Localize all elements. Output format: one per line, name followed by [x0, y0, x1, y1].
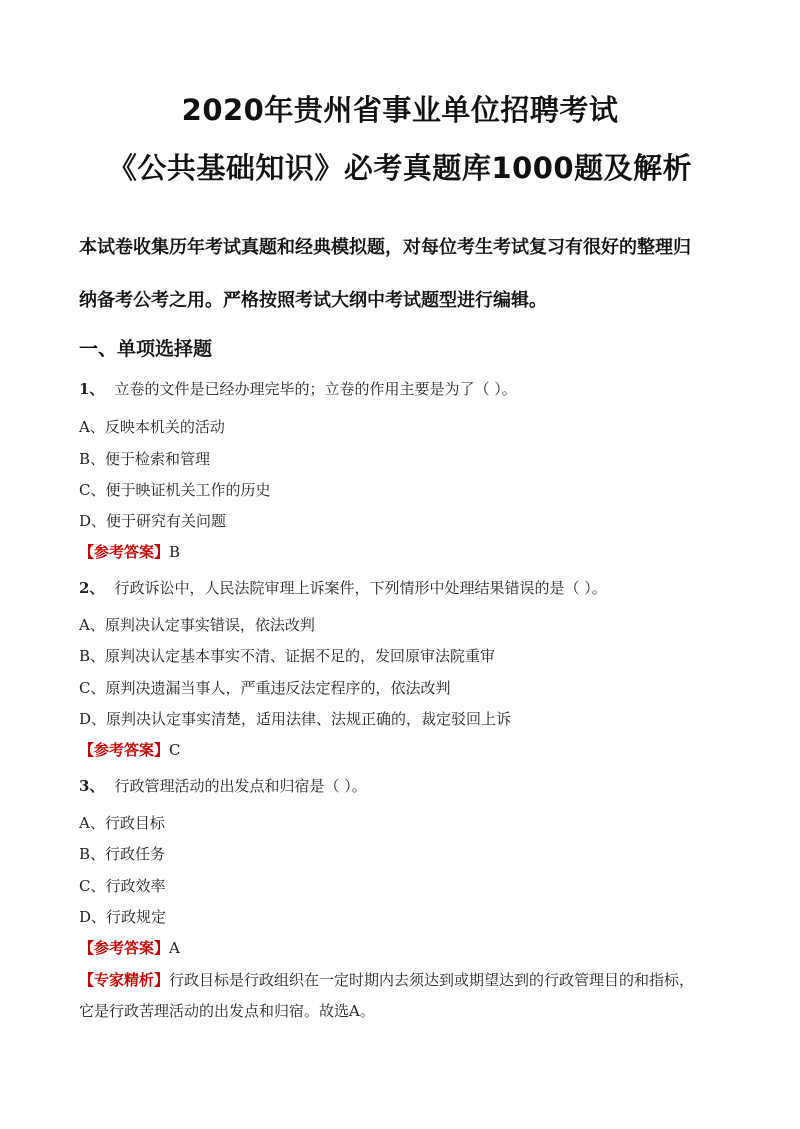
answer-value: B [169, 543, 181, 561]
question-3-option-b: B、行政任务 [79, 845, 166, 863]
question-2-option-d: D、原判决认定事实清楚，适用法律、法规正确的，裁定驳回上诉 [79, 710, 512, 728]
question-1-option-c: C、便于映证机关工作的历史 [79, 481, 271, 499]
question-1-option-b: B、便于检索和管理 [79, 450, 211, 468]
question-number: 3、 [79, 777, 105, 795]
question-3-option-c: C、行政效率 [79, 877, 166, 895]
question-2-option-a: A、原判决认定事实错误，依法改判 [79, 616, 315, 634]
question-1-option-a: A、反映本机关的活动 [79, 418, 225, 436]
document-title-line-2: 《公共基础知识》必考真题库1000题及解析 [107, 151, 693, 185]
question-3-stem [79, 775, 367, 796]
question-3-answer [79, 937, 180, 958]
section-title: 一、单项选择题 [79, 338, 213, 360]
analysis-line-1: 【专家精析】行政目标是行政组织在一定时期内去须达到或期望达到的行政管理目的和指标， [79, 971, 695, 989]
answer-tag: 【参考答案】 [79, 939, 170, 957]
answer-tag: 【参考答案】 [79, 543, 170, 561]
question-3-option-a: A、行政目标 [79, 814, 165, 832]
intro-line-1: 本试卷收集历年考试真题和经典模拟题，对每位考生考试复习有很好的整理归 [79, 237, 691, 258]
question-3-option-d: D、行政规定 [79, 908, 167, 926]
document-title-line-1: 2020年贵州省事业单位招聘考试 [181, 93, 619, 127]
question-2-option-b: B、原判决认定基本事实不清、证据不足的，发回原审法院重审 [79, 647, 496, 665]
question-text: 行政管理活动的出发点和归宿是（ ）。 [114, 777, 367, 795]
question-1-stem [79, 378, 517, 399]
question-text: 行政诉讼中，人民法院审理上诉案件，下列情形中处理结果错误的是（ ）。 [114, 579, 607, 597]
intro-line-2: 纳备考公考之用。严格按照考试大纲中考试题型进行编辑。 [79, 290, 547, 311]
answer-value: A [169, 939, 180, 957]
question-number: 1、 [79, 380, 105, 398]
question-1-option-d: D、便于研究有关问题 [79, 512, 227, 530]
question-2-answer [79, 739, 181, 760]
answer-value: C [169, 741, 181, 759]
question-1-answer [79, 541, 180, 562]
analysis-line-2: 它是行政苦理活动的出发点和归宿。故选A。 [79, 1002, 375, 1020]
answer-tag: 【参考答案】 [79, 741, 170, 759]
question-2-option-c: C、原判决遗漏当事人，严重违反法定程序的，依法改判 [79, 679, 451, 697]
question-2-stem [79, 577, 607, 598]
question-number: 2、 [79, 579, 105, 597]
question-3-analysis [79, 965, 729, 1027]
analysis-tag: 【专家精析】 [79, 971, 170, 989]
question-text: 立卷的文件是已经办理完毕的；立卷的作用主要是为了（ ）。 [114, 380, 517, 398]
